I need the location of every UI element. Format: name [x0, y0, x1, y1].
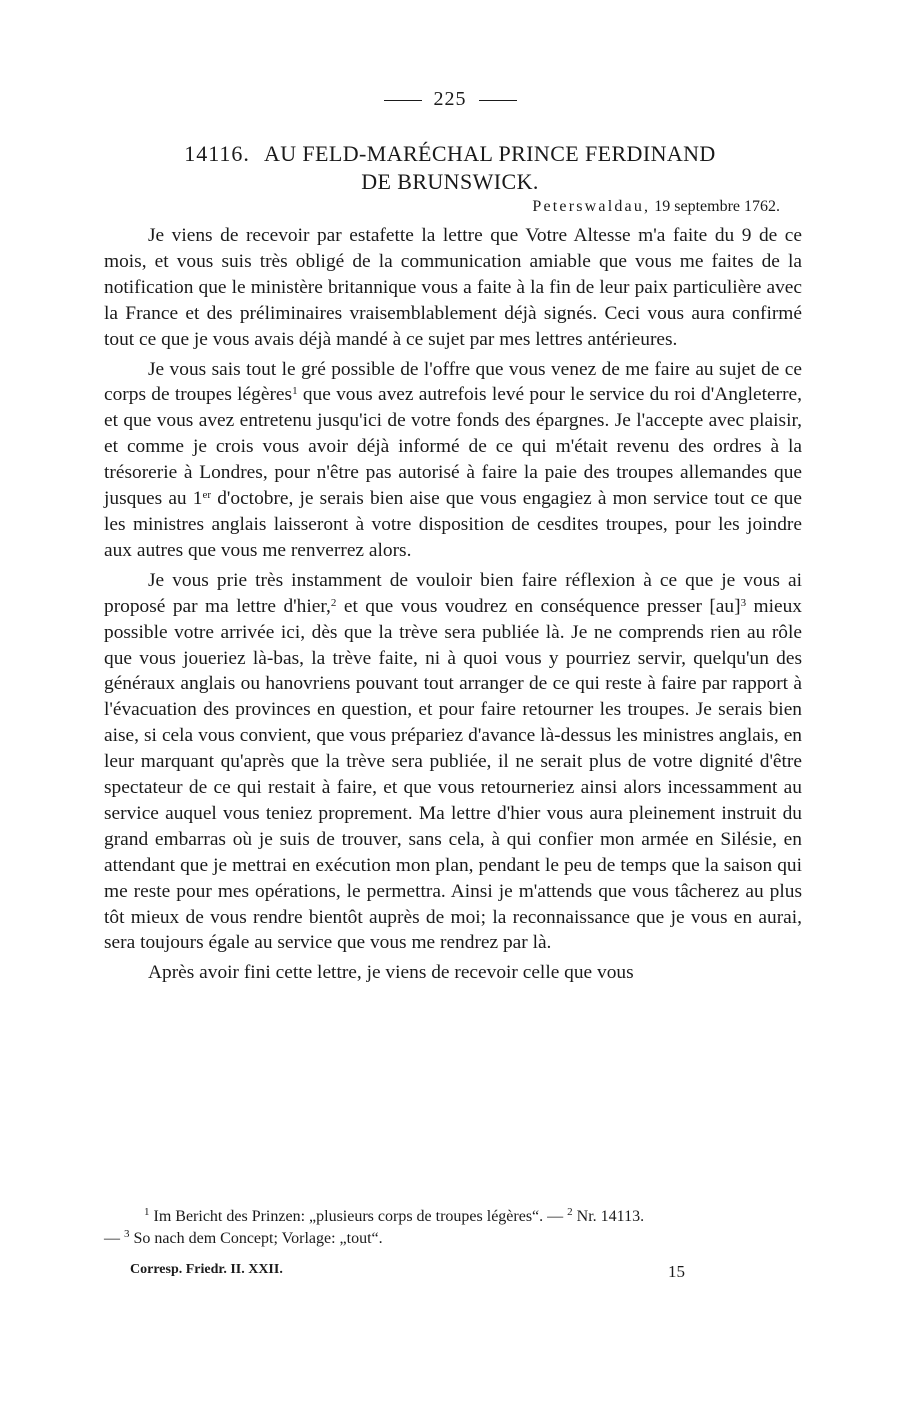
paragraph-2-part-c: d'octobre, je serais bien aise que vous engagiez à mon service tout ce que les ministres anglais laisseront à votre disposition de cesdites troupes, pour les joindre aux autres que vous me renverrez alors.	[104, 488, 802, 561]
letter-number: 14116.	[184, 141, 250, 166]
paragraph-4: Après avoir fini cette lettre, je viens de recevoir celle que vous	[148, 962, 634, 984]
footnote-3-text: So nach dem Concept; Vorlage: „tout“.	[129, 1230, 383, 1247]
right-rule	[479, 100, 517, 101]
footnote-mark-1: 1	[144, 1206, 150, 1218]
paragraph-3-part-c: mieux possible votre arrivée ici, dès que la trève sera publiée là. Je ne comprends rien au rôle que vous joueriez là-bas, la trève faite, ni à quoi vous y pourriez servir, quelqu'un des généraux anglais ou hanovriens pouvant tout arranger de ce qui reste à faire par rapport à l'évacuation des provinces en question, et pour faire retourner les troupes. Je serais bien aise, si cela vous convient, que vous prépariez d'avance là-dessus les ministres anglais, en leur marquant qu'après que la trève sera publiée, il ne serait plus de votre dignité d'être spectateur de ce qui restait à faire, et que vous retourneriez ainsi alors incessamment au service auquel vous teniez proprement. Ma lettre d'hier vous aura pleinement instruit du grand embarras où je suis de trouver, sans cela, à qui confier mon armée en Silésie, en attendant que je mettrai en exécution mon plan, pendant le peu de temps que la saison qui me reste pour mes opérations, le permettra. Ainsi je m'attends que vous tâcherez au plus tôt mieux de vous rendre bientôt auprès de moi; la reconnaissance que je vous en aurai, sera toujours égale au service que vous me rendrez par là.	[104, 595, 802, 954]
footnote-ref-1: 1	[292, 385, 298, 398]
dateline-place: Peterswaldau,	[532, 198, 651, 215]
footnotes	[104, 1206, 804, 1250]
footnote-3-dash: —	[104, 1230, 124, 1247]
dateline-date: 19 septembre 1762.	[654, 198, 780, 215]
dateline	[532, 198, 780, 216]
paragraph-3	[104, 568, 802, 957]
page-number-header	[0, 88, 900, 111]
paragraph-1: Je viens de recevoir par estafette la lettre que Votre Altesse m'a faite du 9 de ce mois, et vous suis très obligé de la communication amiable que vous me faites de la notification que le ministère britannique vous a faite à la fin de leur paix particulière avec la France et des préliminaires vraisemblablement déjà signés. Ceci vous aura confirmé tout ce que je vous avais déjà mandé à ce sujet par mes lettres antérieures.	[104, 225, 802, 350]
page-footer	[130, 1262, 690, 1281]
paragraph-3-part-b: et que vous voudrez en conséquence presser [au]	[336, 595, 741, 617]
footnote-mark-3: 3	[124, 1228, 130, 1240]
paragraph-2	[104, 357, 802, 564]
heading-line-2: DE BRUNSWICK.	[361, 169, 539, 194]
footnote-line-1	[104, 1206, 804, 1228]
footnote-ref-3: 3	[740, 596, 747, 609]
left-rule	[384, 100, 422, 101]
paragraph-3-part-a: Je vous prie très instamment de vouloir bien faire réflexion à ce que je vous ai proposé par ma lettre d'hier,	[104, 569, 802, 617]
letter-heading	[100, 140, 800, 196]
footnote-mark-2: 2	[567, 1206, 573, 1218]
footnote-2-text: Nr. 14113.	[572, 1208, 645, 1225]
signature-mark: Corresp. Friedr. II. XXII.	[130, 1262, 283, 1277]
footnote-line-2	[104, 1228, 804, 1250]
ordinal-superscript: er	[202, 489, 212, 502]
footnote-1-text: Im Bericht des Prinzen: „plusieurs corps de troupes légères“. —	[149, 1208, 568, 1225]
page-number: 225	[433, 88, 467, 110]
letter-body	[104, 223, 802, 990]
footnote-ref-2: 2	[330, 596, 337, 609]
paragraph-2-part-a: Je vous sais tout le gré possible de l'offre que vous venez de me faire au sujet de ce corps de troupes légères	[104, 358, 802, 406]
paragraph-2-part-b: que vous avez autrefois levé pour le service du roi d'Angleterre, et que vous avez entretenu jusqu'ici de votre fonds des épargnes. Je l'accepte avec plaisir, et comme je crois vous avoir déjà informé de ce qui m'était revenu des ordres à la trésorerie à Londres, pour n'être pas autorisé à faire la paie des troupes allemandes que jusques au 1	[104, 384, 802, 510]
sheet-number: 15	[668, 1262, 685, 1281]
heading-line-1	[100, 140, 800, 168]
heading-title: AU FELD-MARÉCHAL PRINCE FERDINAND	[263, 141, 716, 166]
